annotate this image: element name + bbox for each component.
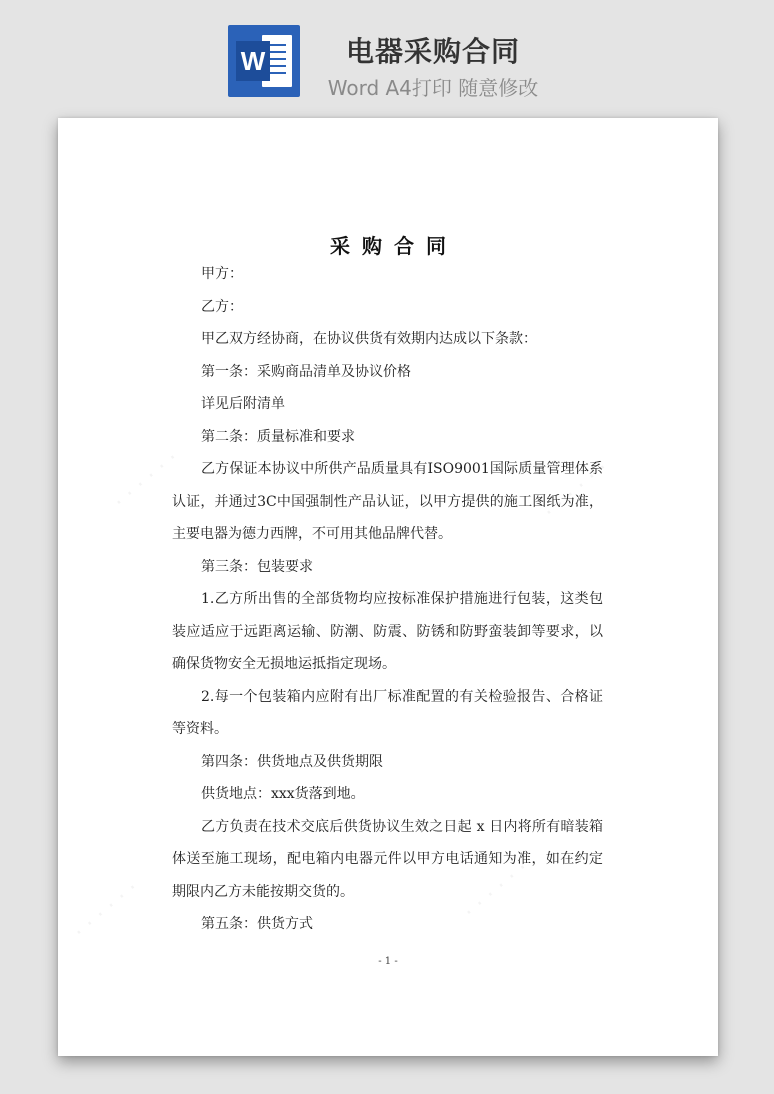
watermark: · · · · · · xyxy=(108,446,184,515)
paragraph-delivery-place: 供货地点：xxx货落到地。 xyxy=(201,786,365,802)
paragraph-intro: 甲乙双方经协商，在协议供货有效期内达成以下条款： xyxy=(201,331,537,347)
header-title: 电器采购合同 xyxy=(345,35,520,68)
watermark: · · · · · · xyxy=(68,876,144,945)
header-subtitle: Word A4打印 随意修改 xyxy=(327,76,539,100)
word-icon xyxy=(228,25,300,97)
clause-heading-3: 第三条：包装要求 xyxy=(201,558,313,575)
paragraph-quality: 乙方保证本协议中所供产品质量具有ISO9001国际质量管理体系认证，并通过3C中国强制性产品认证，以甲方提供的施工图纸为准，主要电器为德力西牌，不可用其他品牌代替。 xyxy=(172,461,603,542)
document-body xyxy=(172,258,603,941)
clause-heading-2: 第二条：质量标准和要求 xyxy=(201,428,355,445)
watermark: · · · · · · xyxy=(458,856,534,925)
logo-letter: W xyxy=(236,41,270,81)
clause-heading-4: 第四条：供货地点及供货期限 xyxy=(201,753,383,770)
paragraph-party-a: 甲方： xyxy=(201,266,243,282)
clause-heading-5: 第五条：供货方式 xyxy=(201,916,313,932)
paragraph-packaging-2: 2.每一个包装箱内应附有出厂标准配置的有关检验报告、合格证等资料。 xyxy=(172,688,603,737)
paragraph-packaging-1: 1.乙方所出售的全部货物均应按标准保护措施进行包装，这类包装应适应于远距离运输、防潮、防震、防锈和防野蛮装卸等要求，以确保货物安全无损地运抵指定现场。 xyxy=(172,591,603,672)
paragraph-party-b: 乙方： xyxy=(201,298,243,315)
paragraph-list-ref: 详见后附清单 xyxy=(201,396,285,412)
page-number: - 1 - xyxy=(378,956,398,967)
document-title: 采购合同 xyxy=(330,234,458,258)
header xyxy=(0,0,774,112)
watermark: · · · · · · xyxy=(538,456,614,525)
clause-heading-1: 第一条：采购商品清单及协议价格 xyxy=(201,363,411,380)
document-page xyxy=(58,118,718,1056)
paragraph-delivery-term: 乙方负责在技术交底后供货协议生效之日起 x 日内将所有暗装箱体送至施工现场，配电箱内电器元件以甲方电话通知为准，如在约定期限内乙方未能按期交货的。 xyxy=(172,818,603,900)
